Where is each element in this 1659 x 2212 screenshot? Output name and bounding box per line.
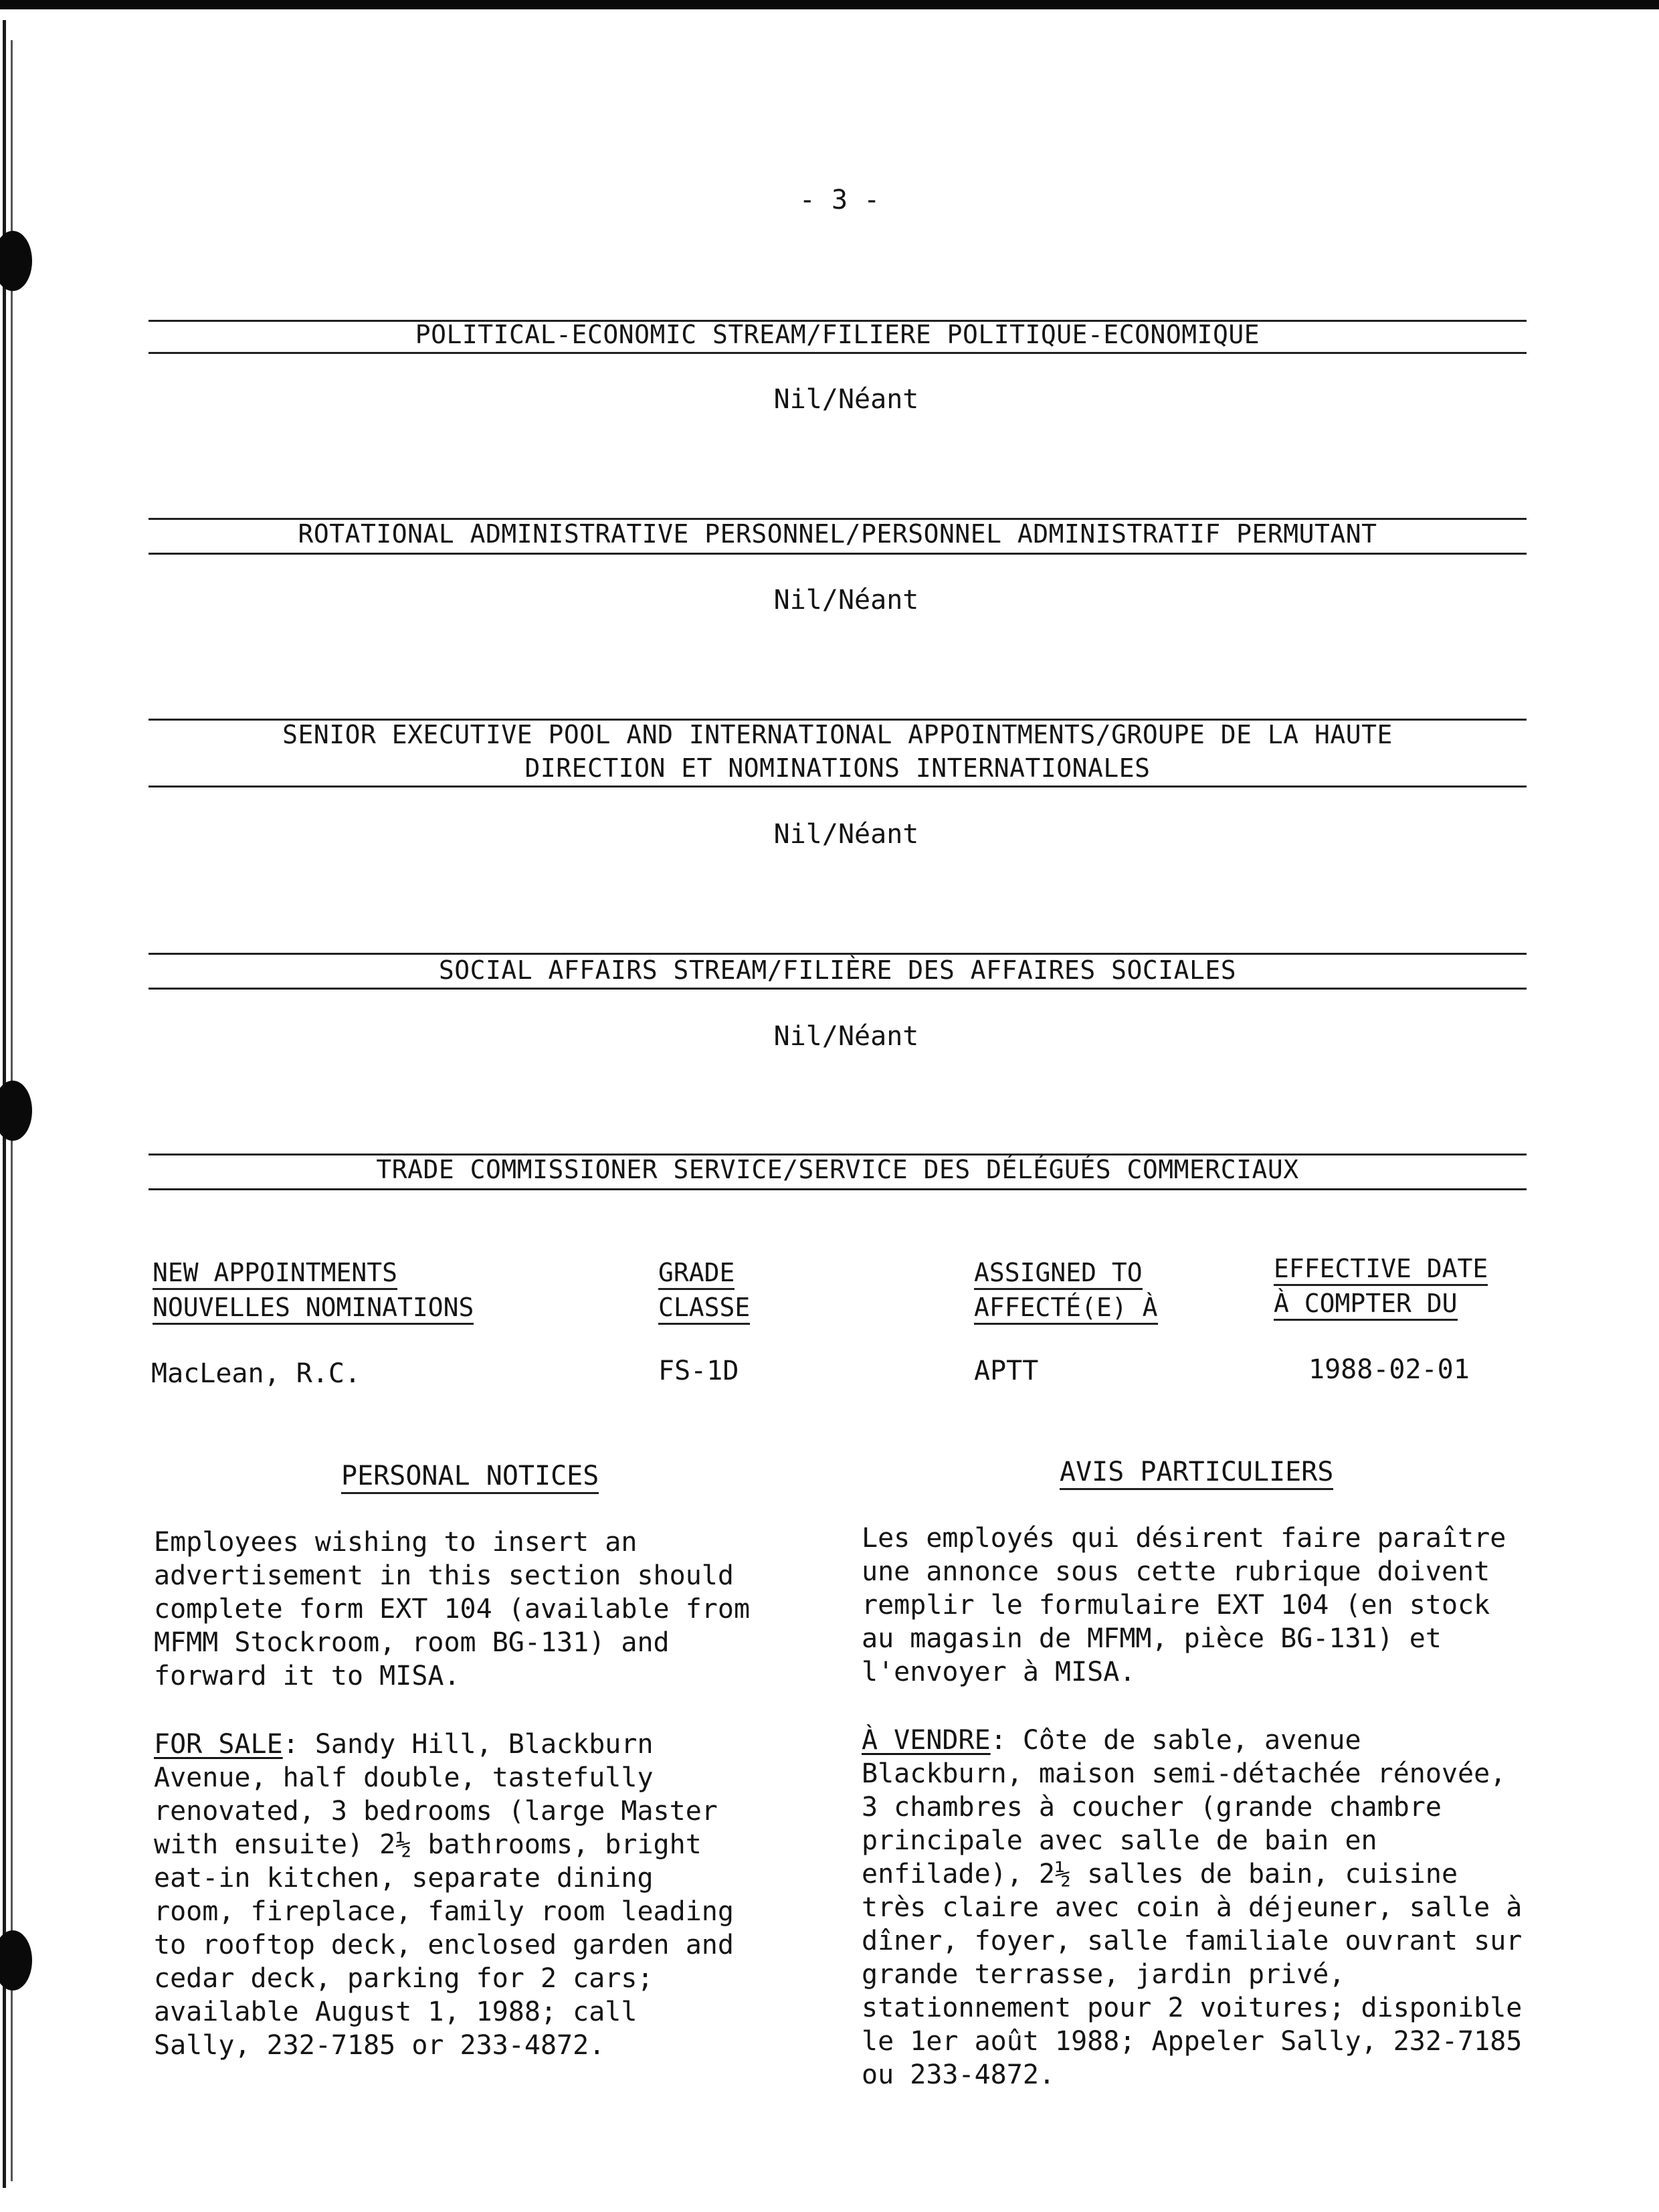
appointment-name: MacLean, R.C. (151, 1358, 361, 1389)
section-title-political-economic: POLITICAL-ECONOMIC STREAM/FILIERE POLITIQUE-ECONOMIQUE (415, 320, 1260, 349)
rule (149, 1188, 1527, 1190)
section-title-rotational-administrative: ROTATIONAL ADMINISTRATIVE PERSONNEL/PERSONNEL ADMINISTRATIF PERMUTANT (298, 519, 1377, 549)
section-status: Nil/Néant (773, 819, 919, 850)
personal-notices-intro-fr: Les employés qui désirent faire paraître une annonce sous cette rubrique doivent remplir le formulaire EXT 104 (en stock au magasin de MFMM, pièce BG-131) et l'envoyer à MISA. (862, 1523, 1506, 1687)
section-status: Nil/Néant (773, 384, 919, 415)
section-status: Nil/Néant (773, 585, 919, 616)
section-title-social-affairs: SOCIAL AFFAIRS STREAM/FILIÈRE DES AFFAIRES SOCIALES (438, 955, 1237, 985)
section-title-senior-executive-line2: DIRECTION ET NOMINATIONS INTERNATIONALES (524, 753, 1151, 783)
for-sale-notice-en (154, 1728, 734, 2062)
rule (149, 953, 1527, 955)
section-title-senior-executive-line1: SENIOR EXECUTIVE POOL AND INTERNATIONAL APPOINTMENTS/GROUPE DE LA HAUTE (282, 720, 1393, 749)
appointment-assigned: APTT (974, 1356, 1039, 1386)
col-header-assigned-to: ASSIGNED TO AFFECTÉ(E) À (974, 1255, 1158, 1325)
avis-particuliers-heading: AVIS PARTICULIERS (1060, 1456, 1333, 1490)
rule (149, 352, 1527, 354)
for-sale-label: FOR SALE (154, 1729, 283, 1760)
scan-top-edge (0, 0, 1659, 9)
col-header-new-appointments: NEW APPOINTMENTS NOUVELLES NOMINATIONS (153, 1255, 474, 1325)
rule (149, 988, 1527, 990)
appointment-grade: FS-1D (658, 1356, 739, 1386)
rule (149, 786, 1527, 788)
a-vendre-text: : Côte de sable, avenue Blackburn, maison semi-détachée rénovée, 3 chambres à coucher (grande chambre principale avec salle de bain en enfilade), 2½ salles de bain, cuisine très claire avec coin à déjeuner, salle à dîner, foyer, salle familiale ouvrant sur grande terrasse, jardin privé, stationnement pour 2 voitures; disponible le 1er août 1988; Appeler Sally, 232-7185 ou 233-4872. (862, 1725, 1523, 2090)
col-header-grade: GRADE CLASSE (658, 1255, 750, 1325)
rule (149, 553, 1527, 555)
punch-hole (0, 1930, 32, 1991)
page-number: - 3 - (799, 185, 880, 215)
col-header-effective-date: EFFECTIVE DATE À COMPTER DU (1274, 1251, 1488, 1321)
appointment-date: 1988-02-01 (1308, 1354, 1470, 1385)
section-status: Nil/Néant (773, 1021, 919, 1052)
binder-edge (0, 0, 17, 2212)
for-sale-text: : Sandy Hill, Blackburn Avenue, half double, tastefully renovated, 3 bedrooms (large Master with ensuite) 2½ bathrooms, bright eat-in kitchen, separate dining room, fireplace, family room leading to rooftop deck, enclosed garden and cedar deck, parking for 2 cars; available August 1, 1988; call Sally, 232-7185 or 233-4872. (154, 1729, 734, 2061)
punch-hole (0, 231, 32, 291)
personal-notices-intro-en: Employees wishing to insert an advertisement in this section should complete form EXT 104 (available from MFMM Stockroom, room BG-131) and forward it to MISA. (154, 1527, 751, 1691)
section-title-trade-commissioner: TRADE COMMISSIONER SERVICE/SERVICE DES DÉLÉGUÉS COMMERCIAUX (376, 1155, 1299, 1184)
for-sale-notice-fr (862, 1724, 1522, 2092)
punch-hole (0, 1081, 32, 1141)
personal-notices-heading: PERSONAL NOTICES (341, 1460, 599, 1494)
a-vendre-label: À VENDRE (862, 1725, 991, 1756)
